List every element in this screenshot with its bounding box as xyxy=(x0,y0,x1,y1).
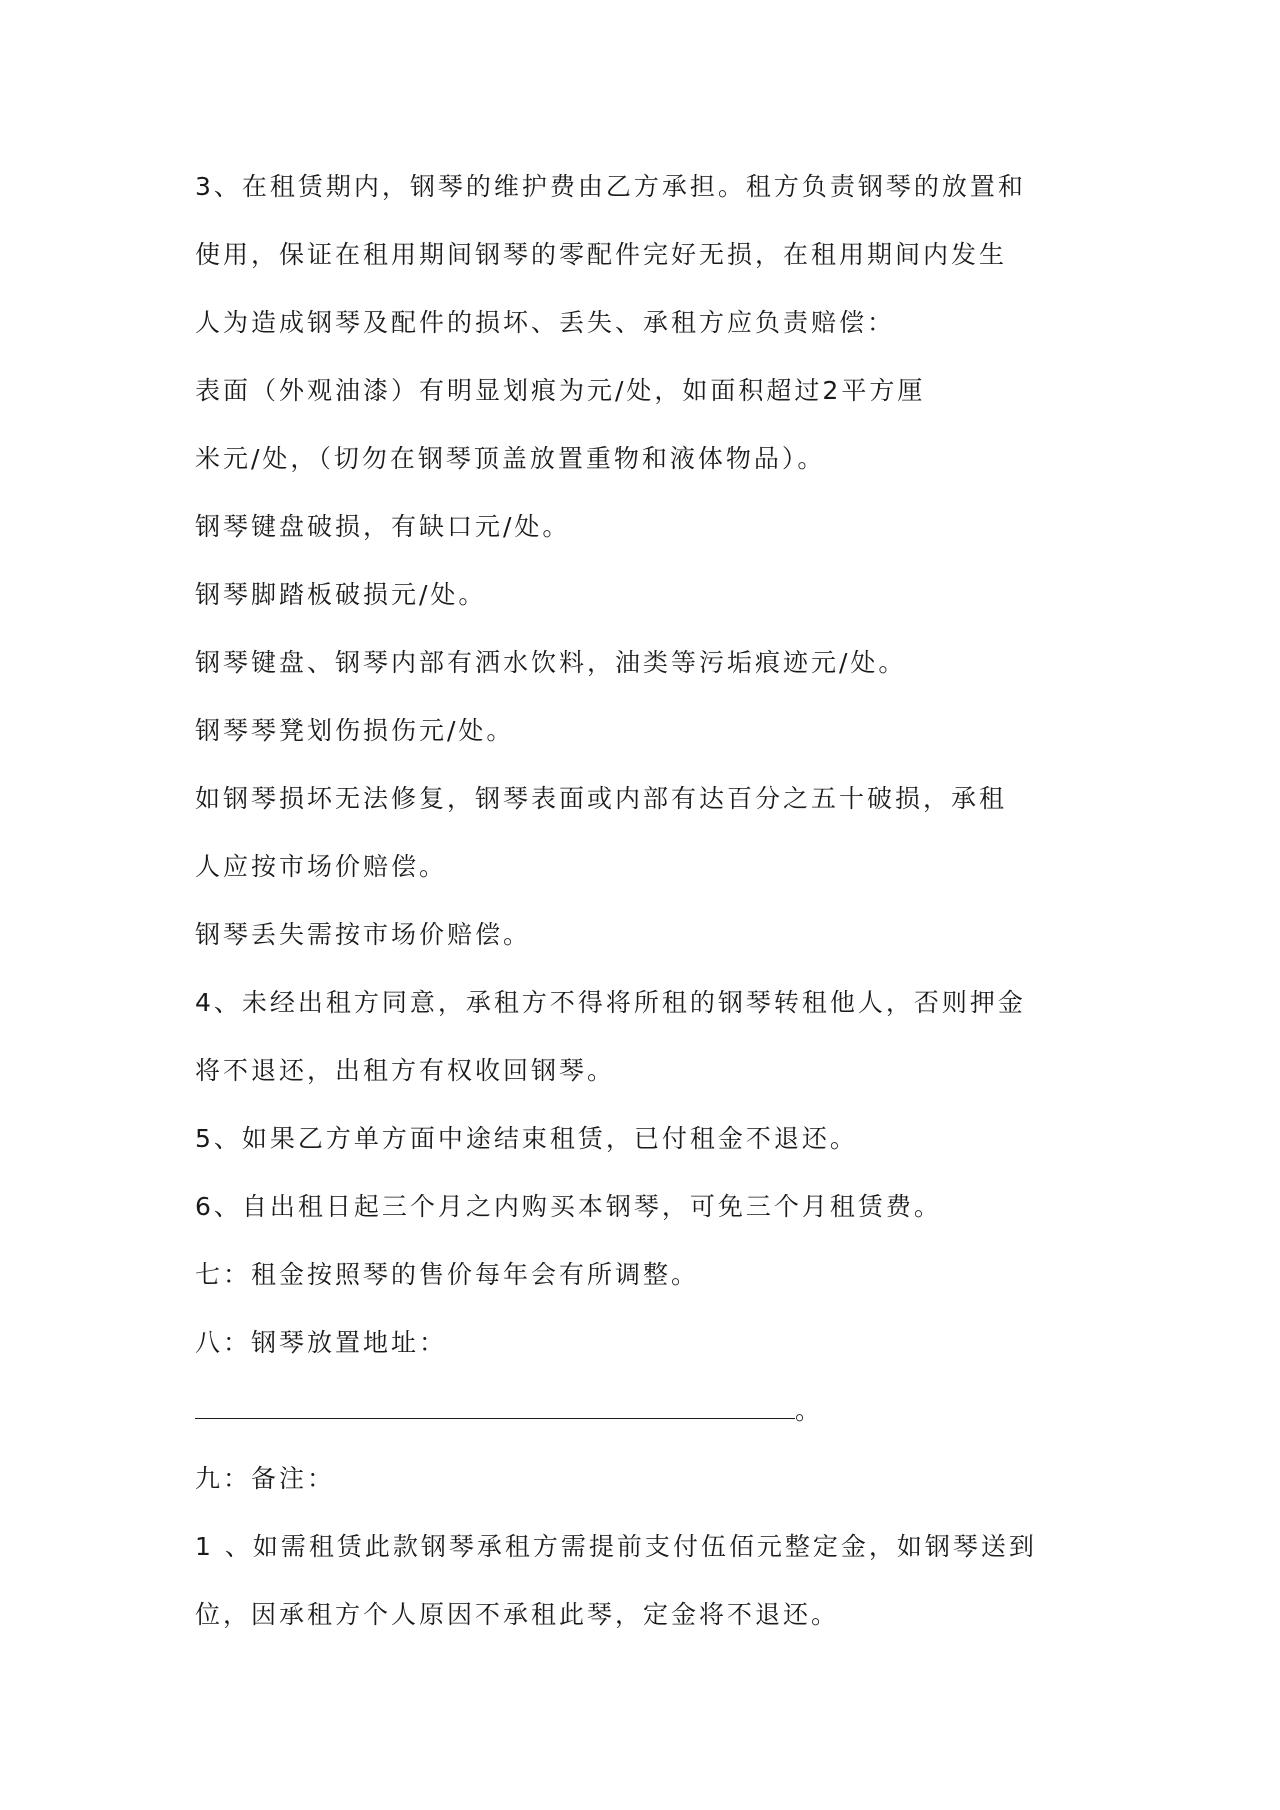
damage-keyboard: 钢琴键盘破损，有缺口元/处。 xyxy=(195,512,571,541)
address-end-mark: 。 xyxy=(795,1396,824,1425)
clause-3-line-2: 使用，保证在租用期间钢琴的零配件完好无损，在租用期间内发生 xyxy=(195,240,1008,269)
address-blank-line xyxy=(195,1394,823,1428)
clause-3-line-3: 人为造成钢琴及配件的损坏、丢失、承租方应负责赔偿： xyxy=(195,308,896,337)
damage-lost: 钢琴丢失需按市场价赔偿。 xyxy=(195,920,532,949)
clause-6: 6、自出租日起三个月之内购买本钢琴，可免三个月租赁费。 xyxy=(195,1192,942,1221)
clause-3-line-1: 3、在租赁期内，钢琴的维护费由乙方承担。租方负责钢琴的放置和 xyxy=(195,172,1026,201)
clause-5: 5、如果乙方单方面中途结束租赁，已付租金不退还。 xyxy=(195,1124,858,1153)
clause-4-line-1: 4、未经出租方同意，承租方不得将所租的钢琴转租他人，否则押金 xyxy=(195,988,1026,1017)
damage-stains: 钢琴键盘、钢琴内部有洒水饮料，油类等污垢痕迹元/处。 xyxy=(195,648,907,677)
clause-8-address-label: 八：钢琴放置地址： xyxy=(195,1328,448,1357)
damage-unrepairable-line-2: 人应按市场价赔偿。 xyxy=(195,852,448,881)
clause-4-line-2: 将不退还，出租方有权收回钢琴。 xyxy=(195,1056,616,1085)
remark-1-line-2: 位，因承租方个人原因不承租此琴，定金将不退还。 xyxy=(195,1600,840,1629)
remark-1-line-1: 1 、如需租赁此款钢琴承租方需提前支付伍佰元整定金，如钢琴送到 xyxy=(195,1532,1037,1561)
damage-surface-line-1: 表面（外观油漆）有明显划痕为元/处，如面积超过2平方厘 xyxy=(195,376,926,405)
address-blank xyxy=(195,1394,795,1419)
clause-7: 七：租金按照琴的售价每年会有所调整。 xyxy=(195,1260,700,1289)
damage-surface-line-2: 米元/处，（切勿在钢琴顶盖放置重物和液体物品）。 xyxy=(195,444,826,473)
damage-pedal: 钢琴脚踏板破损元/处。 xyxy=(195,580,487,609)
damage-unrepairable-line-1: 如钢琴损坏无法修复，钢琴表面或内部有达百分之五十破损，承租 xyxy=(195,784,1008,813)
damage-bench: 钢琴琴凳划伤损伤元/处。 xyxy=(195,716,515,745)
clause-9-remarks-heading: 九：备注： xyxy=(195,1464,336,1493)
